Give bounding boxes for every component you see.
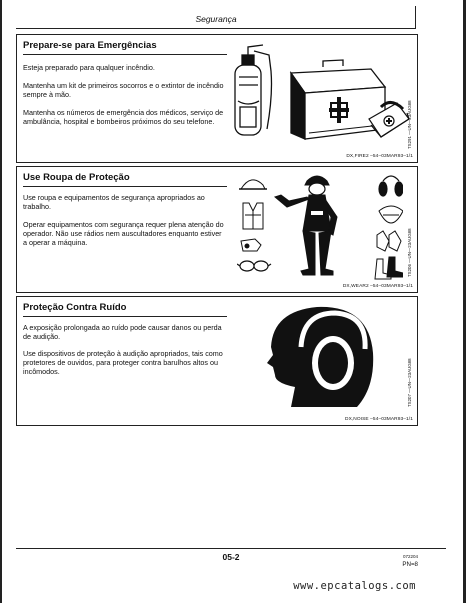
page-number: 05-2	[222, 552, 240, 562]
watermark: www.epcatalogs.com	[293, 580, 416, 592]
head-with-ear-protection-icon	[261, 303, 391, 413]
reference-code: DX,WEAR2 –54–03MAR93–1/1	[342, 284, 413, 289]
section-header	[16, 6, 416, 29]
panel-noise-protection	[16, 296, 418, 426]
image-code: TS207 —UN—23AUG88	[407, 358, 412, 407]
title-rule	[23, 316, 227, 317]
title-rule	[23, 186, 227, 187]
panel-protective-clothing	[16, 166, 418, 293]
image-code: TS206 —UN—23AUG88	[407, 228, 412, 277]
paragraph: Mantenha um kit de primeiros socorros e o extintor de incêndio sempre à mão.	[23, 81, 224, 99]
gloves-icon	[377, 231, 401, 251]
protective-gear-illustration	[237, 171, 403, 283]
paragraph: Use roupa e equipamentos de segurança apropriados ao trabalho.	[23, 193, 205, 211]
paragraph: Esteja preparado para qualquer incêndio.	[23, 63, 155, 72]
footer-pn: PN=8	[402, 561, 418, 568]
hard-hat-icon	[239, 180, 267, 189]
goggles-icon	[237, 261, 271, 271]
paragraph: Mantenha os números de emergência dos médicos, serviço de ambulância, hospital e bombeiros próximos do seu telefone.	[23, 108, 224, 126]
face-mask-icon	[379, 206, 403, 223]
image-code: TS291 —UN—23AUG88	[407, 100, 412, 149]
boots-icon	[375, 257, 403, 279]
paragraph: Use dispositivos de proteção à audição apropriados, tais como protetores de ouvidos, para proteger contra barulhos altos ou incômodos.	[23, 349, 223, 376]
first-aid-kit-icon	[291, 60, 385, 139]
reference-code: DX,NOISE –54–03MAR93–1/1	[345, 417, 413, 422]
footer-rule	[16, 548, 446, 549]
emergency-illustration	[231, 41, 411, 145]
ear-muffs-icon	[379, 176, 403, 196]
worker-icon	[275, 176, 337, 275]
paragraph: A exposição prolongada ao ruído pode causar danos ou perda de audição.	[23, 323, 222, 341]
title-rule	[23, 54, 227, 55]
reference-code: DX,FIRE2 –54–03MAR93–1/1	[346, 154, 413, 159]
safety-vest-icon	[243, 203, 263, 229]
page-edge-left	[0, 0, 2, 603]
panel-emergency	[16, 34, 418, 163]
fire-extinguisher-icon	[235, 45, 272, 135]
panel-title: Use Roupa de Proteção	[23, 172, 130, 183]
header-tick	[415, 6, 416, 28]
paragraph: Operar equipamentos com segurança requer plena atenção do operador. Não use rádios nem auscultadores enquanto estiver a operar a máquina.	[23, 220, 224, 247]
panel-title: Prepare-se para Emergências	[23, 40, 157, 51]
section-title: Segurança	[195, 14, 237, 24]
respirator-icon	[241, 239, 261, 251]
panel-title: Proteção Contra Ruído	[23, 302, 127, 313]
footer-code: 072204	[402, 554, 418, 559]
